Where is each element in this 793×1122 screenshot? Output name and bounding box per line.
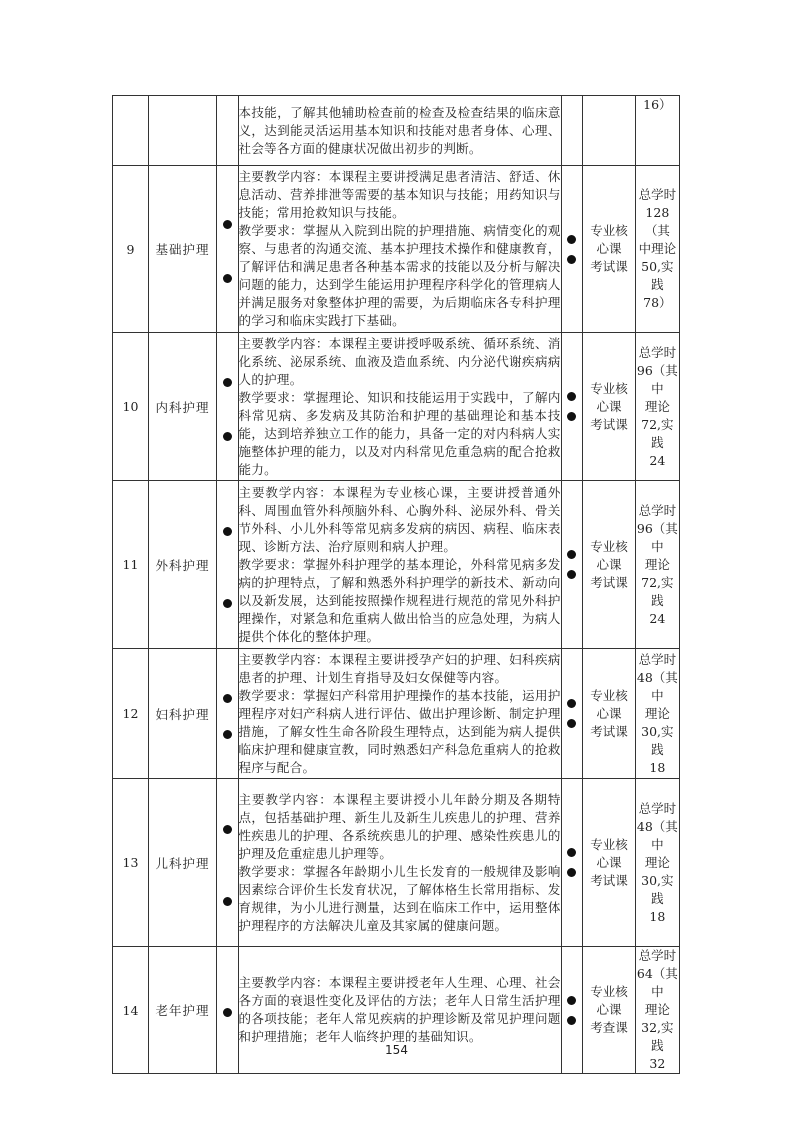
- course-hours-line: 总学时: [638, 187, 677, 202]
- bullet-icon: [223, 274, 232, 283]
- bullet-icon: [223, 527, 232, 536]
- course-content-text: 本技能，了解其他辅助检查前的检查及检查结果的临床意义，达到能灵活运用基本知识和技能对患者身体、心理、社会等各方面的健康状况做出初步的判断。: [238, 104, 561, 156]
- course-content-cell: [238, 481, 561, 649]
- course-hours-cell: [635, 649, 679, 779]
- course-type-cell: [583, 481, 635, 649]
- course-name: 基础护理: [149, 166, 217, 333]
- course-content-text: 主要教学内容：本课程为专业核心课，主要讲授普通外科、周围血管外科颅脑外科、心胸外科、泌尿外科、骨关节外科、小儿外科等常见病多发病的病因、病程、临床表现、诊断方法、治疗原则和病人护理。: [238, 484, 561, 554]
- course-hours-line: 理论: [644, 854, 670, 870]
- course-content-cell: [238, 649, 561, 779]
- course-hours-line: 理论: [644, 398, 670, 414]
- course-requirement-text: 教学要求：掌握各年龄期小儿生长发育的一般规律及影响因素综合评价生长发育状况，了解体格生长常用指标、发育规律，为小儿进行测量，达到在临床工作中，运用整体护理程序的方法解决儿童及其家属的健康问题。: [238, 863, 561, 933]
- course-name-cell: [149, 96, 217, 166]
- bullet-cell: [216, 481, 238, 649]
- course-content-text: 主要教学内容：本课程主要讲授老年人生理、心理、社会各方面的衰退性变化及评估的方法；老年人日常生活护理的各项技能；老年人常见疾病的护理诊断及常见护理问题和护理措施；老年人临终护理的基础知识。: [238, 975, 561, 1044]
- bullet-cell: [561, 779, 583, 947]
- course-type-line: 心课: [596, 854, 622, 870]
- course-requirement-text: 教学要求：掌握外科护理学的基本理论，外科常见病多发病的护理特点，了解和熟悉外科护理学的新技术、新动向以及新发展，达到能按照操作规程进行规范的常见外科护理操作，对紧急和危重病人做出恰当的应急处理，为病人提供个体化的整体护理。: [238, 556, 561, 644]
- course-number: 10: [113, 333, 149, 481]
- course-type-line: 专业核: [590, 223, 628, 238]
- table-row: [113, 333, 680, 481]
- course-type-line: 专业核: [590, 538, 628, 554]
- bullet-cell: [561, 649, 583, 779]
- course-type-line: 心课: [596, 241, 622, 256]
- table-row: [113, 649, 680, 779]
- course-hours-line: 32,实践: [641, 1020, 674, 1053]
- course-type-cell: [583, 333, 635, 481]
- bullet-cell: [561, 96, 583, 166]
- bullet-icon: [567, 699, 576, 708]
- course-content-text: 主要教学内容：本课程主要讲授小儿年龄分期及各期特点，包括基础护理、新生儿及新生儿疾患儿的护理、营养性疾患儿的护理、各系统疾患儿的护理、感染性疾患儿的护理及危重症患儿护理等。: [238, 791, 561, 861]
- course-content-cell: [238, 779, 561, 947]
- course-requirement-text: 教学要求：掌握理论、知识和技能运用于实践中，了解内科常见病、多发病及其防治和护理的基础理论和基本技能，达到培养独立工作的能力，具备一定的对内科病人实施整体护理的能力，以及对内科常见危重急病的配合抢救能力。: [238, 389, 561, 477]
- bullet-cell: [561, 166, 583, 333]
- page-number: 154: [385, 1043, 408, 1057]
- course-name: 儿科护理: [149, 779, 217, 947]
- course-table: [112, 95, 680, 1074]
- course-type-cell: [583, 649, 635, 779]
- bullet-cell: [561, 481, 583, 649]
- bullet-icon: [567, 570, 576, 579]
- bullet-icon: [567, 235, 576, 244]
- course-hours-cell: [635, 333, 679, 481]
- bullet-icon: [223, 599, 232, 608]
- bullet-icon: [223, 897, 232, 906]
- course-hours-line: 50,实践: [641, 259, 674, 292]
- course-type-line: 心课: [596, 556, 622, 572]
- course-type-line: 心课: [596, 705, 622, 721]
- bullet-icon: [223, 825, 232, 834]
- bullet-icon: [223, 220, 232, 229]
- course-number: 14: [113, 947, 149, 1074]
- bullet-icon: [223, 694, 232, 703]
- course-content-cell: [238, 333, 561, 481]
- course-hours-line: 30,实践: [641, 723, 674, 757]
- course-number: 11: [113, 481, 149, 649]
- course-hours-line: 96（其中: [636, 520, 678, 554]
- bullet-icon: [567, 255, 576, 264]
- course-hours-line: 72,实践: [641, 416, 674, 450]
- course-hours-line: 32: [649, 1056, 666, 1071]
- course-type-line: 专业核: [590, 984, 628, 999]
- course-type-line: 心课: [596, 398, 622, 414]
- course-hours-line: 总学时: [638, 651, 677, 667]
- bullet-cell: [561, 333, 583, 481]
- course-name: 外科护理: [149, 481, 217, 649]
- course-number-cell: [113, 96, 149, 166]
- bullet-icon: [567, 392, 576, 401]
- course-name: 老年护理: [149, 947, 217, 1074]
- course-hours-line: 总学时: [638, 502, 677, 518]
- course-type-line: 专业核: [590, 687, 628, 703]
- bullet-icon: [223, 730, 232, 739]
- bullet-icon: [567, 412, 576, 421]
- course-type-line: 考试课: [590, 723, 628, 739]
- course-name: 妇科护理: [149, 649, 217, 779]
- bullet-icon: [567, 550, 576, 559]
- table-row: [113, 166, 680, 333]
- bullet-icon: [567, 868, 576, 877]
- course-hours-line: 总学时: [638, 800, 677, 816]
- course-hours-line: 72,实践: [641, 574, 674, 608]
- course-number: 9: [113, 166, 149, 333]
- bullet-icon: [567, 996, 576, 1005]
- bullet-cell: [216, 166, 238, 333]
- course-content-text: 主要教学内容：本课程主要讲授孕产妇的护理、妇科疾病患者的护理、计划生育指导及妇女保健等内容。: [238, 651, 561, 685]
- table-row: [113, 481, 680, 649]
- course-hours-line: 48（其中: [636, 818, 678, 852]
- course-hours-line: 24: [649, 452, 666, 468]
- course-type-line: 考查课: [590, 1020, 628, 1035]
- course-type-line: 考试课: [590, 259, 628, 274]
- course-hours-line: 18: [649, 908, 666, 924]
- course-hours-line: 理论: [644, 556, 670, 572]
- course-number: 13: [113, 779, 149, 947]
- course-name: 内科护理: [149, 333, 217, 481]
- bullet-icon: [223, 378, 232, 387]
- course-type-cell: [583, 96, 635, 166]
- course-hours-line: 总学时: [638, 344, 677, 360]
- course-hours-cell: [635, 779, 679, 947]
- course-type-cell: [583, 166, 635, 333]
- course-hours-line: 128（其: [644, 205, 670, 238]
- course-hours-line: 78）: [643, 295, 672, 310]
- course-type-line: 考试课: [590, 872, 628, 888]
- course-type-cell: [583, 779, 635, 947]
- course-hours-line: 96（其中: [636, 362, 678, 396]
- course-hours-line: 48（其中: [636, 669, 678, 703]
- course-number: 12: [113, 649, 149, 779]
- course-hours-cell: [635, 96, 679, 166]
- course-type-line: 专业核: [590, 380, 628, 396]
- table-row-continued: [113, 96, 680, 166]
- table-row: [113, 779, 680, 947]
- bullet-icon: [567, 848, 576, 857]
- course-hours-line: 总学时: [638, 948, 677, 963]
- course-hours-cell: [635, 481, 679, 649]
- course-type-line: 考试课: [590, 416, 628, 432]
- course-hours-line: 理论: [644, 705, 670, 721]
- course-hours-line: 18: [649, 759, 666, 775]
- course-hours-line: 30,实践: [641, 872, 674, 906]
- course-type-line: 专业核: [590, 836, 628, 852]
- course-type-line: 心课: [596, 1002, 622, 1017]
- course-content-text: 主要教学内容：本课程主要讲授满足患者清洁、舒适、休息活动、营养排泄等需要的基本知识与技能；用药知识与技能；常用抢救知识与技能。: [238, 169, 561, 220]
- course-hours-line: 24: [649, 610, 666, 626]
- course-requirement-text: 教学要求：掌握妇产科常用护理操作的基本技能，运用护理程序对妇产科病人进行评估、做出护理诊断、制定护理措施，了解女性生命各阶段生理特点，达到能为病人提供临床护理和健康宣教，同时熟悉妇产科急危重病人的抢救程序与配合。: [238, 687, 561, 775]
- bullet-cell: [216, 649, 238, 779]
- course-content-text: 主要教学内容：本课程主要讲授呼吸系统、循环系统、消化系统、泌尿系统、血液及造血系统、内分泌代谢疾病病人的护理。: [238, 335, 561, 387]
- course-requirement-text: 教学要求：掌握从入院到出院的护理措施、病情变化的观察、与患者的沟通交流、基本护理技术操作和健康教育，了解评估和满足患者各种基本需求的技能以及分析与解决问题的能力，达到学生能运用护理程序科学化的管理病人并满足服务对象整体护理的需要，为后期临床各专科护理的学习和临床实践打下基础。: [238, 223, 561, 328]
- course-hours-line: 64（其中: [636, 966, 678, 999]
- bullet-cell: [216, 779, 238, 947]
- course-hours-line: 中理论: [638, 241, 677, 256]
- course-content-cell: [238, 96, 561, 166]
- course-hours-cell: [635, 166, 679, 333]
- bullet-cell: [216, 96, 238, 166]
- course-hours-text: 16）: [643, 97, 672, 112]
- bullet-icon: [567, 719, 576, 728]
- bullet-icon: [223, 432, 232, 441]
- course-content-cell: [238, 166, 561, 333]
- bullet-icon: [567, 1016, 576, 1025]
- bullet-cell: [216, 333, 238, 481]
- bullet-icon: [223, 1008, 232, 1017]
- course-hours-line: 理论: [644, 1002, 670, 1017]
- course-type-line: 考试课: [590, 574, 628, 590]
